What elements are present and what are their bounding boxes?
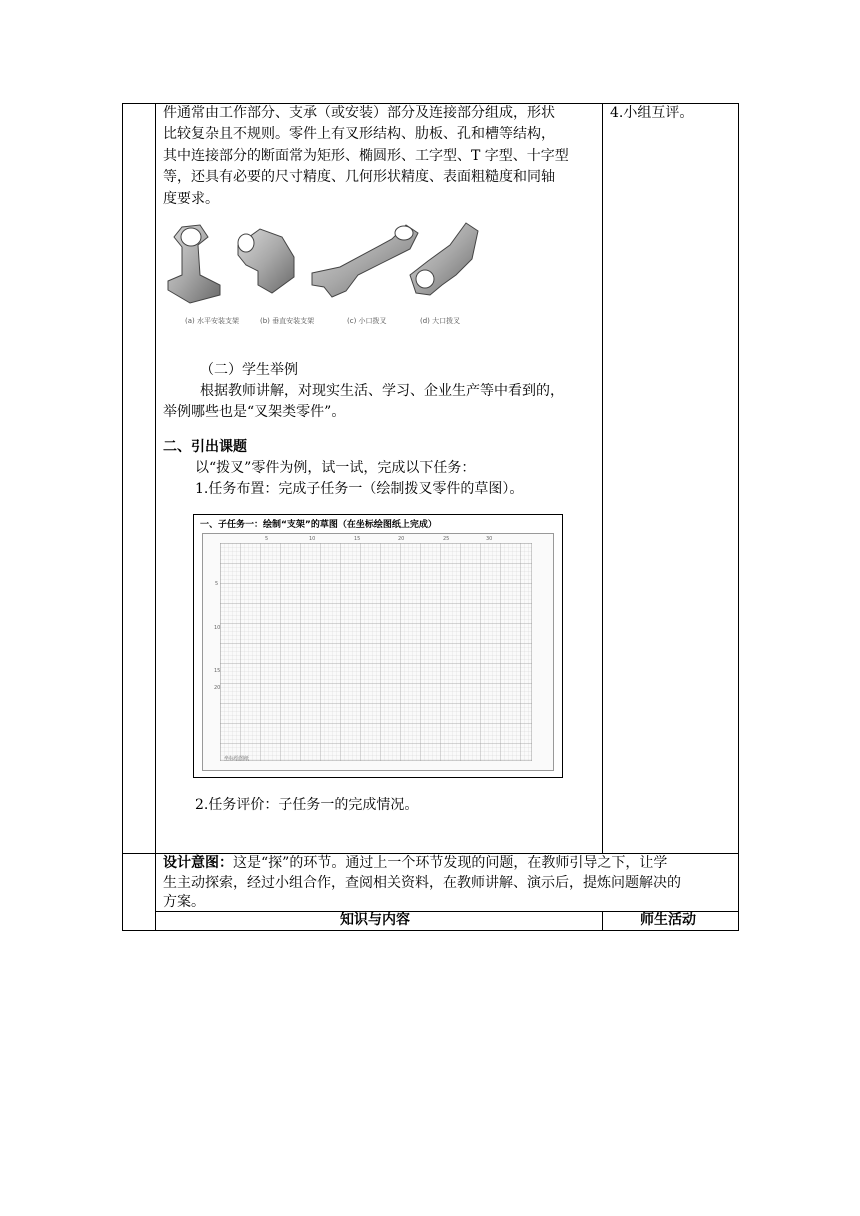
table-border-left	[122, 103, 123, 931]
grid-left-tick: 5	[215, 581, 219, 587]
header-knowledge-content: 知识与内容	[340, 912, 410, 928]
table-col-divider-2-footer	[602, 911, 603, 931]
design-intent-line-1	[163, 853, 667, 875]
vertical-bracket-image	[238, 229, 294, 293]
intro-line: 度要求。	[163, 191, 219, 207]
figure-caption: (b) 垂直安装支架	[260, 317, 315, 325]
intro-line: 等，还具有必要的尺寸精度、几何形状精度、表面粗糙度和同轴	[163, 169, 555, 185]
grid-left-tick: 10	[214, 625, 221, 631]
figure-caption: (a) 水平安装支架	[185, 317, 239, 325]
design-intent-label: 设计意图：	[163, 855, 233, 871]
intro-line: 件通常由工作部分、支承（或安装）部分及连接部分组成，形状	[163, 105, 555, 121]
grid-top-tick: 10	[309, 536, 316, 542]
task-intro: 以“拨叉”零件为例，试一试，完成以下任务：	[195, 460, 476, 476]
student-examples-line: 根据教师讲解，对现实生活、学习、企业生产等中看到的，	[200, 383, 564, 399]
table-col-divider-2	[602, 103, 603, 853]
small-fork-image	[312, 225, 418, 297]
header-teacher-student-activities: 师生活动	[640, 912, 696, 928]
figure-caption: (c) 小口拨叉	[347, 317, 387, 325]
student-examples-line: 举例哪些也是“叉架类零件”。	[163, 404, 346, 420]
task-assignment: 1.任务布置：完成子任务一（绘制拨叉零件的草图）。	[195, 481, 524, 497]
large-fork-image	[410, 223, 478, 295]
horizontal-bracket-image	[168, 225, 220, 303]
grid-top-tick: 5	[265, 536, 269, 542]
grid-paper-frame	[193, 514, 563, 778]
intro-line: 比较复杂且不规则。零件上有叉形结构、肋板、孔和槽等结构，	[163, 126, 555, 142]
student-examples-heading: （二）学生举例	[200, 362, 298, 378]
grid-left-tick: 20	[214, 685, 221, 691]
design-intent-text: 这是“探”的环节。通过上一个环节发现的问题，在教师引导之下，让学	[233, 855, 668, 871]
grid-top-tick: 15	[354, 536, 361, 542]
table-col-divider-1	[155, 103, 156, 931]
figure-caption: (d) 大口拨叉	[420, 317, 461, 325]
grid-left-tick: 15	[214, 668, 221, 674]
section-title: 二、引出课题	[163, 439, 247, 455]
grid-top-tick: 25	[443, 536, 450, 542]
grid-top-tick: 20	[398, 536, 405, 542]
design-intent-line: 生主动探索，经过小组合作，查阅相关资料，在教师讲解、演示后，提炼问题解决的	[163, 875, 681, 891]
activity-item: 4.小组互评。	[610, 105, 694, 121]
grid-paper	[220, 543, 532, 761]
design-intent-line: 方案。	[163, 894, 205, 910]
intro-line: 其中连接部分的断面常为矩形、椭圆形、工字型、T 字型、十字型	[163, 148, 569, 164]
grid-paper-title: 一、子任务一：绘制“支架”的草图（在坐标绘图纸上完成）	[200, 520, 437, 530]
grid-paper-footer: 坐标绘图纸	[224, 756, 250, 762]
task-evaluation: 2.任务评价：子任务一的完成情况。	[195, 797, 419, 813]
bracket-parts-figure	[160, 215, 480, 310]
grid-top-tick: 30	[486, 536, 493, 542]
table-border-right	[738, 103, 739, 931]
